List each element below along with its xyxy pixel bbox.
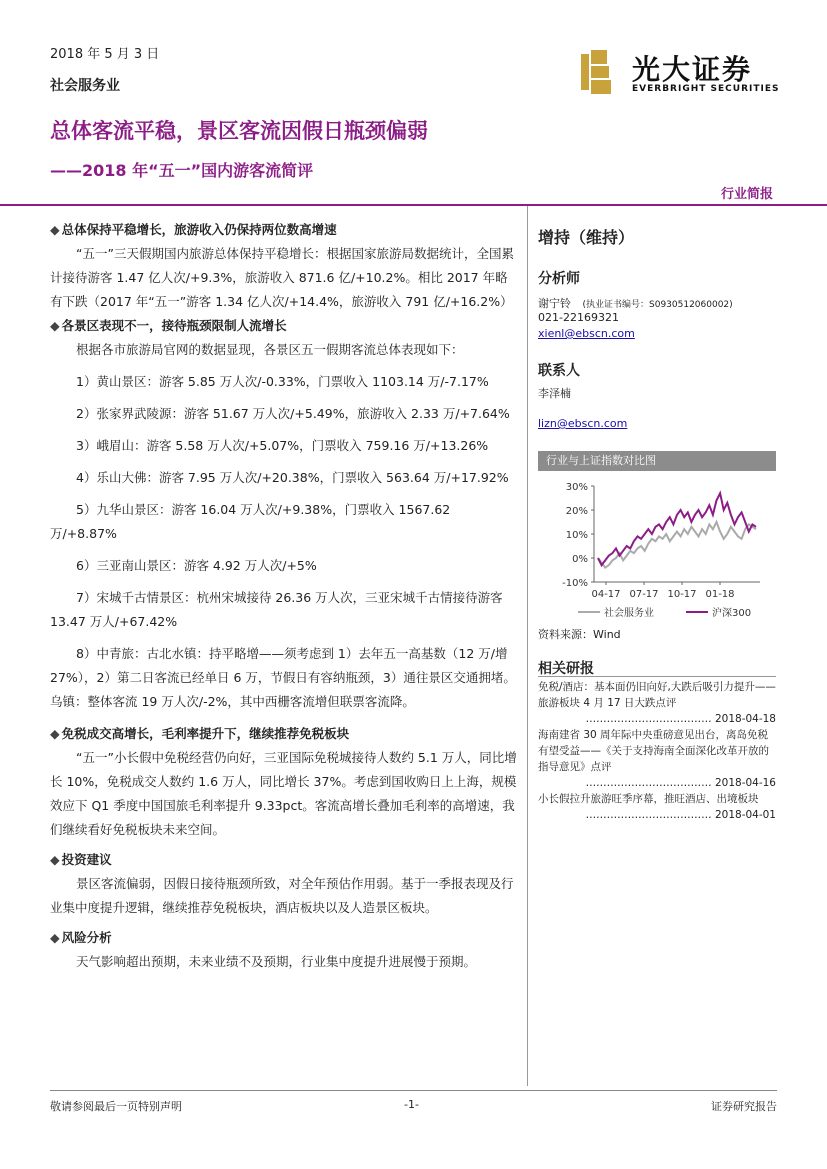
- diamond-icon: ◆: [50, 852, 60, 867]
- list-item: 6）三亚南山景区：游客 4.92 万人次/+5%: [76, 558, 317, 573]
- x-tick-label: 07-17: [629, 589, 659, 600]
- related-report[interactable]: [538, 727, 776, 791]
- legend-label: 社会服务业: [604, 608, 654, 619]
- y-tick-label: 10%: [565, 530, 588, 541]
- list-item: 4）乐山大佛：游客 7.95 万人次/+20.38%，门票收入 563.64 万/+17.92%: [76, 470, 509, 485]
- logo-english: EVERBRIGHT SECURITIES: [632, 84, 780, 94]
- rating: 增持（维持）: [538, 228, 635, 247]
- list-item: 1）黄山景区：游客 5.85 万人次/-0.33%，门票收入 1103.14 万/-7.17%: [76, 374, 489, 389]
- section-heading: ◆ 风险分析: [50, 930, 112, 945]
- list-item: 5）九华山景区：游客 16.04 万人次/+9.38%，门票收入 1567.62 万/+8.87%: [50, 502, 451, 541]
- analyst-heading: 分析师: [538, 271, 580, 287]
- section-paragraph: 天气影响超出预期，未来业绩不及预期，行业集中度提升进展慢于预期。: [76, 954, 477, 969]
- page-title: 总体客流平稳，景区客流因假日瓶颈偏弱: [50, 119, 428, 143]
- page-number: -1-: [404, 1098, 419, 1111]
- related-heading: 相关研报: [538, 661, 594, 677]
- everbright-logo-icon: [581, 50, 617, 94]
- related-report[interactable]: [538, 679, 776, 727]
- footer-disclaimer: 敬请参阅最后一页特别声明: [50, 1100, 182, 1113]
- diamond-icon: ◆: [50, 318, 60, 333]
- x-tick-label: 04-17: [591, 589, 621, 600]
- comparison-chart: [538, 474, 778, 624]
- main-content: [50, 218, 520, 974]
- list-item: 2）张家界武陵源：游客 51.67 万人次/+5.49%，旅游收入 2.33 万/+7.64%: [76, 406, 510, 421]
- diamond-icon: ◆: [50, 930, 60, 945]
- diamond-icon: ◆: [50, 726, 60, 741]
- list-item: 3）峨眉山：游客 5.58 万人次/+5.07%，门票收入 759.16 万/+13.26%: [76, 438, 489, 453]
- x-tick-label: 10-17: [667, 589, 697, 600]
- chart-title: 行业与上证指数对比图: [538, 451, 776, 471]
- header-divider: [0, 204, 827, 206]
- report-date: 2018 年 5 月 3 日: [50, 47, 160, 62]
- section-paragraph: “五一”小长假中免税经营仍向好，三亚国际免税城接待人数约 5.1 万人，同比增长 10%，免税成交人数约 1.6 万人，同比增长 37%。考虑到国收购日上上海，规模效应下 Q1 季度中国国旅毛利率提升 9.33pct。客流高增长叠加毛利率的高增速，我们继续看好免税板块未来空间。: [50, 750, 517, 837]
- chart-axes: [562, 482, 760, 600]
- section-heading: ◆ 免税成交高增长，毛利率提升下，继续推荐免税板块: [50, 726, 350, 741]
- list-item: 8）中青旅：古北水镇：持平略增——须考虑到 1）去年五一高基数（12 万/增 27%），2）第二日客流已经单日 6 万，节假日有容纳瓶颈，3）通往景区交通拥堵。乌镇：整体客流 19 万人次/-2%，其中西栅客流增但联票客流降。: [50, 646, 516, 709]
- list-item: 7）宋城千古情景区：杭州宋城接待 26.36 万人次，三亚宋城千古情接待游客 13.47 万人/+67.42%: [50, 590, 503, 629]
- footer-report-label: 证券研究报告: [711, 1100, 777, 1113]
- analyst-phone: 021-22169321: [538, 311, 619, 324]
- related-report-title: 海南建省 30 周年际中央重磅意见出台，离岛免税有望受益——《关于支持海南全面深化改革开放的指导意见》点评: [538, 729, 769, 773]
- section-paragraph: 景区客流偏弱，因假日接待瓶颈所致，对全年预估作用弱。基于一季报表现及行业集中度提升逻辑，继续推荐免税板块，酒店板块以及人造景区板块。: [50, 876, 514, 915]
- y-tick-label: 30%: [565, 482, 588, 493]
- footer-divider: [50, 1090, 777, 1091]
- related-report-date: ……………………………… 2018-04-16: [585, 777, 776, 789]
- related-report-title: 小长假拉升旅游旺季序幕，推旺酒店、出境板块: [538, 793, 759, 805]
- y-tick-label: 0%: [572, 554, 588, 565]
- report-type: 行业简报: [720, 187, 773, 202]
- section-heading: ◆ 各景区表现不一，接待瓶颈限制人流增长: [50, 318, 287, 333]
- contact-heading: 联系人: [538, 363, 580, 379]
- contact-email-link[interactable]: lizn@ebscn.com: [538, 417, 628, 430]
- analyst-info: [538, 295, 778, 311]
- page-subtitle: ——2018 年“五一”国内游客流简评: [50, 161, 314, 180]
- series-line: [598, 522, 756, 568]
- y-tick-label: -10%: [562, 578, 588, 589]
- section-paragraph: 根据各市旅游局官网的数据显现，各景区五一假期客流总体表现如下：: [76, 342, 464, 357]
- contact-name: 李泽楠: [538, 387, 571, 400]
- analyst-license: (执业证书编号：S0930512060002): [582, 300, 733, 310]
- chart-lines: [598, 493, 756, 567]
- legend-label: 沪深300: [712, 608, 752, 619]
- diamond-icon: ◆: [50, 222, 60, 237]
- logo-chinese: 光大证券: [632, 53, 753, 86]
- section-heading: ◆ 总体保持平稳增长，旅游收入仍保持两位数高增速: [50, 222, 337, 237]
- related-list: [538, 676, 776, 823]
- column-divider: [527, 206, 528, 1086]
- chart-legend: [578, 606, 751, 619]
- section-heading: ◆ 投资建议: [50, 852, 112, 867]
- y-tick-label: 20%: [565, 506, 588, 517]
- chart-source: 资料来源：Wind: [538, 628, 621, 641]
- industry-label: 社会服务业: [50, 78, 120, 94]
- x-tick-label: 01-18: [705, 589, 735, 600]
- section-paragraph: “五一”三天假期国内旅游总体保持平稳增长：根据国家旅游局数据统计，全国累计接待游客 1.47 亿人次/+9.3%，旅游收入 871.6 亿/+10.2%。相比 2017 年略有下跌（2017 年“五一”游客 1.34 亿人次/+14.4%，旅游收入 791 亿/+16.2%）: [50, 246, 514, 309]
- analyst-email-link[interactable]: xienl@ebscn.com: [538, 327, 635, 340]
- related-report-date: ……………………………… 2018-04-18: [585, 713, 776, 725]
- analyst-name: 谢宁铃: [538, 297, 571, 310]
- related-report-title: 免税/酒店：基本面仍旧向好,大跌后吸引力提升——旅游板块 4 月 17 日大跌点评: [538, 681, 776, 709]
- related-report[interactable]: [538, 791, 776, 823]
- related-report-date: ……………………………… 2018-04-01: [585, 809, 776, 821]
